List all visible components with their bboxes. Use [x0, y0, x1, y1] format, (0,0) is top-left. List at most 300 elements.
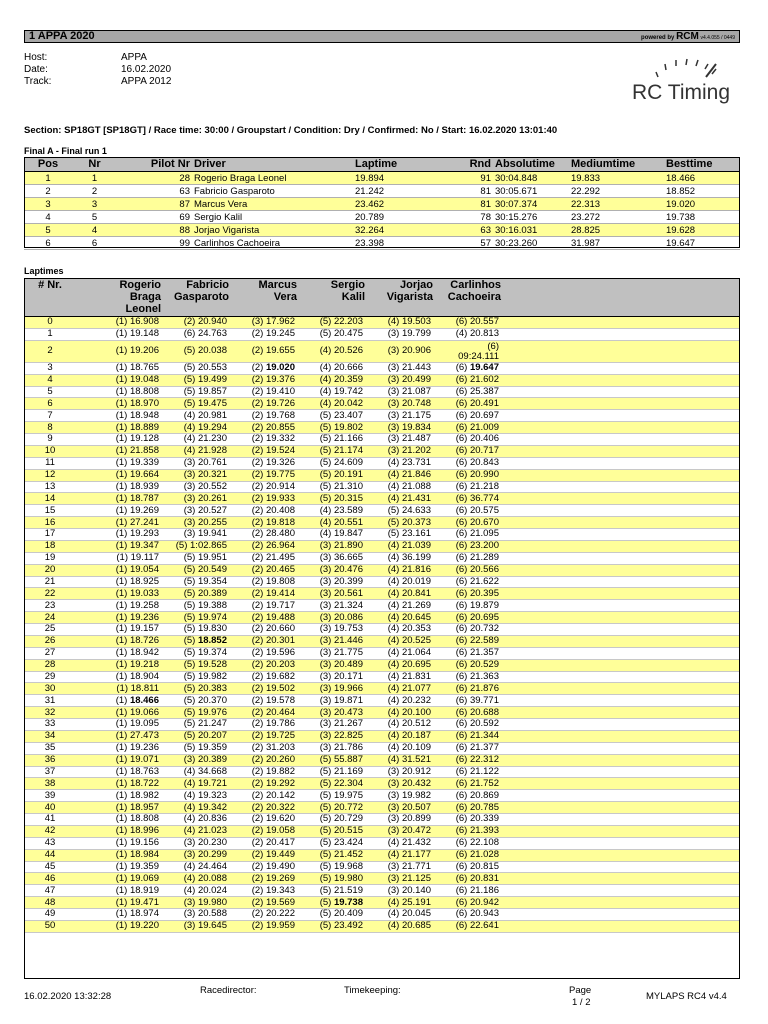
lap-row [24, 837, 740, 849]
lap-time [366, 790, 434, 802]
lap-value: 18.984 [129, 849, 159, 861]
lap-position: (3) [319, 576, 334, 587]
lap-time [162, 909, 230, 921]
lap-position: (4) [387, 564, 402, 576]
lap-row [24, 564, 740, 576]
lap-position: (5) [183, 386, 198, 397]
lap-time [298, 612, 366, 624]
lap-value: 20.383 [197, 682, 227, 694]
lap-position: (1) [115, 718, 130, 730]
lap-value: 19.528 [197, 659, 227, 671]
lap-value: 20.526 [333, 345, 363, 357]
lap-value: 20.261 [197, 492, 227, 504]
lap-row [24, 386, 740, 398]
lap-value: 20.549 [197, 564, 227, 576]
lap-value: 18.889 [129, 421, 159, 433]
lap-time [434, 825, 502, 837]
lap-position: (1) [115, 421, 130, 433]
lap-value: 21.377 [469, 742, 499, 754]
lap-value: 19.578 [265, 694, 295, 706]
lap-value: 20.255 [197, 516, 227, 528]
lap-position: (2) [251, 611, 266, 623]
lap-time [366, 317, 434, 329]
lap-time [76, 398, 162, 410]
lap-position: (6) [455, 492, 470, 504]
lap-time [230, 600, 298, 612]
lap-value: 19.647 [469, 362, 499, 374]
row-spacer [502, 386, 740, 398]
lap-value: 21.289 [469, 552, 499, 564]
lap-position: (1) [115, 345, 130, 357]
lap-time [366, 671, 434, 683]
lap-position: (1) [115, 469, 130, 481]
lap-position: (3) [387, 872, 402, 884]
lap-position: (2) [251, 564, 266, 576]
lap-time [230, 754, 298, 766]
lap-value: 19.596 [265, 647, 295, 659]
lap-time [434, 920, 502, 932]
lap-row [24, 529, 740, 541]
lap-position: (2) [251, 789, 266, 801]
lap-time [298, 481, 366, 493]
lap-time [76, 469, 162, 481]
lap-row [24, 340, 740, 362]
row-spacer [502, 897, 740, 909]
lap-value: 19.048 [129, 374, 159, 386]
lap-number: 23 [24, 600, 76, 612]
lap-time [298, 398, 366, 410]
row-spacer [502, 600, 740, 612]
lap-position: (5) [387, 516, 402, 528]
lap-time [366, 897, 434, 909]
lap-position: (2) [251, 457, 266, 469]
lap-row [24, 434, 740, 446]
lap-position: (4) [387, 316, 402, 328]
lap-time [76, 552, 162, 564]
lap-position: (1) [115, 386, 130, 397]
lap-time [434, 873, 502, 885]
lap-value: 19.410 [265, 386, 295, 397]
lap-position: (3) [319, 706, 334, 718]
lap-row [24, 624, 740, 636]
driver-name-part: Vigarista [386, 291, 433, 303]
report-title: 1 APPA 2020 [29, 30, 95, 42]
lap-position: (5) [319, 872, 334, 884]
lap-value: 20.373 [401, 516, 431, 528]
lap-position: (6) [455, 386, 470, 397]
lap-position: (3) [183, 481, 198, 492]
lap-time [298, 564, 366, 576]
lap-time [434, 457, 502, 469]
driver-name-part: Jorjao [399, 279, 433, 291]
row-spacer [502, 505, 740, 517]
lap-position: (5) [183, 397, 198, 409]
lap-row [24, 588, 740, 600]
lap-time [230, 730, 298, 742]
lap-position: (1) [115, 896, 130, 908]
lap-value: 18.722 [129, 777, 159, 789]
lap-time [162, 707, 230, 719]
row-spacer [502, 588, 740, 600]
lap-time [230, 576, 298, 588]
lap-position: (6) [455, 694, 470, 706]
lap-time [162, 802, 230, 814]
lap-time [230, 825, 298, 837]
title-bar [24, 30, 740, 43]
lap-position: (2) [251, 813, 266, 825]
lap-position: (5) [183, 659, 198, 671]
row-spacer [502, 422, 740, 434]
lap-position: (5) [387, 504, 402, 516]
result-laptime: 23.398 [355, 237, 432, 250]
lap-value: 19.982 [401, 789, 431, 801]
lap-value: 19.117 [130, 552, 159, 564]
lap-position: (6) [455, 813, 470, 825]
lap-time [76, 600, 162, 612]
lap-position: (6) [455, 671, 470, 682]
lap-row [24, 695, 740, 707]
lap-time [298, 837, 366, 849]
lap-value: 19.033 [129, 587, 159, 599]
lap-number: 19 [24, 552, 76, 564]
track-value: APPA 2012 [121, 76, 172, 87]
lap-position: (3) [387, 374, 402, 386]
lap-value: 19.786 [265, 718, 295, 730]
lap-value: 19.071 [129, 754, 159, 766]
result-nr: 3 [72, 198, 117, 211]
lap-time [298, 386, 366, 398]
lap-position: (6) [455, 504, 470, 516]
lap-value: 19.323 [197, 789, 227, 801]
lap-value: 19.490 [265, 861, 295, 872]
lap-number: 36 [24, 754, 76, 766]
lap-value: 21.269 [401, 599, 431, 611]
lap-time [298, 683, 366, 695]
lap-position: (5) [183, 730, 198, 742]
driver-name-part: Leonel [125, 303, 161, 315]
lap-value: 20.491 [469, 397, 499, 409]
lap-time [366, 825, 434, 837]
lap-position: (5) [319, 445, 334, 457]
row-spacer [502, 659, 740, 671]
lap-number: 35 [24, 742, 76, 754]
lap-position: (3) [319, 611, 334, 623]
lap-time [434, 790, 502, 802]
lap-value: 24.464 [197, 861, 227, 872]
result-nr: 1 [72, 172, 117, 185]
result-laptime: 20.789 [355, 211, 432, 224]
lap-time [298, 517, 366, 529]
lap-time [162, 885, 230, 897]
lap-value: 31.203 [265, 742, 295, 754]
lap-value: 19.269 [265, 872, 295, 884]
driver-name-part: Sergio [330, 279, 365, 291]
lap-value: 20.359 [333, 374, 363, 386]
lap-value: 19.236 [129, 742, 159, 754]
lap-time [298, 552, 366, 564]
lap-value: 19.449 [265, 849, 295, 861]
lap-value: 23.161 [401, 528, 431, 540]
lap-position: (5) [183, 564, 198, 576]
lap-time [162, 897, 230, 909]
lap-row [24, 469, 740, 481]
col-absolutime: Absolutime [491, 157, 571, 172]
lap-value: 19.980 [197, 896, 227, 908]
lap-time [366, 814, 434, 826]
lap-position: (6) [455, 647, 470, 659]
driver-header-6 [434, 278, 502, 317]
lap-time [366, 340, 434, 362]
result-pos: 6 [24, 237, 72, 250]
lap-time [76, 481, 162, 493]
lap-position: (2) [251, 623, 266, 635]
lap-value: 19.058 [265, 825, 295, 837]
lap-value: 20.815 [469, 861, 499, 872]
lap-time [434, 719, 502, 731]
lap-time [434, 885, 502, 897]
lap-time [366, 600, 434, 612]
lap-position: (1) [115, 362, 130, 374]
lap-time [298, 849, 366, 861]
lap-time [298, 588, 366, 600]
row-spacer [502, 317, 740, 329]
lap-value: 19.933 [265, 492, 295, 504]
row-spacer [502, 612, 740, 624]
lap-position: (2) [251, 587, 266, 599]
lap-time [162, 517, 230, 529]
lap-position: (3) [319, 599, 334, 611]
row-spacer [502, 481, 740, 493]
lap-value: 19.834 [401, 421, 431, 433]
lap-position: (2) [251, 647, 266, 659]
lap-position: (6) [455, 316, 470, 328]
lap-value: 20.841 [401, 587, 431, 599]
lap-position: (5) [319, 777, 334, 789]
lap-time [230, 897, 298, 909]
lap-position: (6) [455, 659, 470, 671]
result-pos: 4 [24, 211, 72, 224]
lap-value: 20.042 [333, 397, 363, 409]
lap-value: 19.974 [197, 611, 227, 623]
lap-value: 20.086 [333, 611, 363, 623]
lap-time [434, 588, 502, 600]
lap-value: 21.095 [469, 528, 499, 540]
lap-time [76, 422, 162, 434]
lap-row [24, 505, 740, 517]
lap-position: (6) [455, 516, 470, 528]
lap-position: (6) [455, 777, 470, 789]
lap-position: (4) [387, 730, 402, 742]
lap-position: (4) [387, 742, 402, 754]
lap-position: (2) [251, 635, 266, 647]
lap-time [366, 540, 434, 552]
lap-value: 19.066 [129, 706, 159, 718]
col-mediumtime: Mediumtime [571, 157, 662, 172]
lap-position: (5) [319, 789, 334, 801]
lap-time [434, 612, 502, 624]
lap-value: 19.269 [129, 504, 159, 516]
laptimes-table [24, 278, 740, 933]
lap-time [230, 362, 298, 374]
lap-position: (5) [183, 742, 198, 754]
lap-position: (4) [387, 706, 402, 718]
lap-value: 20.688 [469, 706, 499, 718]
result-driver: Jorjao Vigarista [190, 224, 355, 237]
lap-value: 20.761 [197, 457, 227, 469]
lap-time [230, 635, 298, 647]
lap-position: (2) [251, 481, 266, 492]
lap-time [366, 505, 434, 517]
lap-time [76, 340, 162, 362]
row-spacer [502, 802, 740, 814]
lap-position: (2) [251, 682, 266, 694]
lap-value: 21.230 [197, 433, 227, 445]
lap-number: 18 [24, 540, 76, 552]
lap-position: (5) [183, 587, 198, 599]
row-spacer [502, 434, 740, 446]
lap-position: (5) [319, 328, 334, 340]
lap-time [162, 410, 230, 422]
lap-value: 55.887 [333, 754, 363, 766]
result-nr: 2 [72, 185, 117, 198]
lap-value: 21.876 [469, 682, 499, 694]
lap-position: (6) [455, 397, 470, 409]
date-value: 16.02.2020 [121, 64, 172, 75]
lap-position: (6) [455, 706, 470, 718]
powered-prefix: powered by [641, 35, 675, 41]
lap-time [434, 517, 502, 529]
lap-time [298, 695, 366, 707]
lap-time [162, 600, 230, 612]
result-pilot-nr: 99 [117, 237, 190, 250]
lap-time [366, 422, 434, 434]
lap-value: 21.519 [333, 884, 363, 896]
lap-number: 42 [24, 825, 76, 837]
lap-time [230, 398, 298, 410]
lap-position: (2) [251, 730, 266, 742]
lap-time [366, 802, 434, 814]
lap-number: 11 [24, 457, 76, 469]
lap-value: 20.512 [401, 718, 431, 730]
col-nr: Nr [72, 157, 117, 172]
lap-time [162, 374, 230, 386]
timekeeping-label: Timekeeping: [344, 985, 401, 996]
lap-number: 41 [24, 814, 76, 826]
lap-value: 21.247 [197, 718, 227, 730]
lap-position: (6) [455, 789, 470, 801]
lap-value: 21.218 [469, 481, 499, 492]
lap-time [162, 317, 230, 329]
lap-row [24, 410, 740, 422]
lap-position: (6) [455, 528, 470, 540]
lap-position: (1) [115, 611, 130, 623]
result-besttime: 19.738 [662, 211, 740, 224]
lap-position: (2) [251, 386, 266, 397]
lap-value: 20.527 [197, 504, 227, 516]
lap-position: (4) [183, 884, 198, 896]
lap-time [76, 920, 162, 932]
result-nr: 6 [72, 237, 117, 250]
lap-time [230, 445, 298, 457]
lap-time [230, 861, 298, 873]
row-spacer [502, 445, 740, 457]
lap-row [24, 897, 740, 909]
lap-time [366, 754, 434, 766]
lap-time [162, 790, 230, 802]
lap-position: (4) [387, 599, 402, 611]
lap-number: 13 [24, 481, 76, 493]
lap-value: 20.836 [197, 813, 227, 825]
section-line: Section: SP18GT [SP18GT] / Race time: 30:00 / Groupstart / Condition: Dry / Confirmed: No / Start: 16.02.2020 13:01:40 [24, 125, 558, 136]
driver-name-part: Kalil [341, 291, 365, 303]
lap-position: (1) [115, 694, 130, 706]
lap-number: 34 [24, 730, 76, 742]
lap-position: (6) [455, 445, 470, 457]
lap-position: (1) [115, 647, 130, 659]
lap-time [162, 457, 230, 469]
lap-position: (6) [455, 884, 470, 896]
lap-time [434, 683, 502, 695]
results-table [24, 157, 740, 250]
col-pos: Pos [24, 157, 72, 172]
lap-value: 20.525 [401, 635, 431, 647]
lap-value: 20.370 [197, 694, 227, 706]
lap-time [366, 434, 434, 446]
lap-row [24, 445, 740, 457]
lap-time [162, 647, 230, 659]
lap-number: 40 [24, 802, 76, 814]
lap-time [434, 909, 502, 921]
lap-number: 45 [24, 861, 76, 873]
host-label: Host: [24, 52, 48, 63]
lap-position: (4) [319, 345, 334, 357]
lap-position: (3) [183, 896, 198, 908]
lap-value: 20.045 [401, 908, 431, 920]
lap-position: (4) [387, 659, 402, 671]
lap-time [76, 849, 162, 861]
lap-value: 24.609 [333, 457, 363, 469]
lap-position: (6) [455, 587, 470, 599]
lap-position: (1) [115, 884, 130, 896]
lap-position: (3) [387, 345, 402, 357]
lap-position: (5) [183, 694, 198, 706]
lap-number: 25 [24, 624, 76, 636]
lap-position: (5) [175, 540, 191, 552]
lap-time [230, 873, 298, 885]
lap-value: 20.024 [197, 884, 227, 896]
lap-time [298, 529, 366, 541]
lap-value: 19.156 [129, 837, 159, 849]
lap-position: (5) [319, 837, 334, 849]
lap-position: (5) [387, 528, 402, 540]
row-spacer [502, 564, 740, 576]
lap-time [76, 317, 162, 329]
lap-time [162, 695, 230, 707]
lap-position: (3) [319, 694, 334, 706]
lap-time [230, 481, 298, 493]
lap-time [76, 457, 162, 469]
lap-value: 19.818 [265, 516, 295, 528]
driver-header-4 [298, 278, 366, 317]
row-spacer [502, 540, 740, 552]
lap-time [162, 861, 230, 873]
lap-time [230, 317, 298, 329]
lap-time [366, 398, 434, 410]
row-spacer [502, 885, 740, 897]
lap-value: 19.941 [197, 528, 227, 540]
lap-time [366, 493, 434, 505]
row-spacer [502, 635, 740, 647]
